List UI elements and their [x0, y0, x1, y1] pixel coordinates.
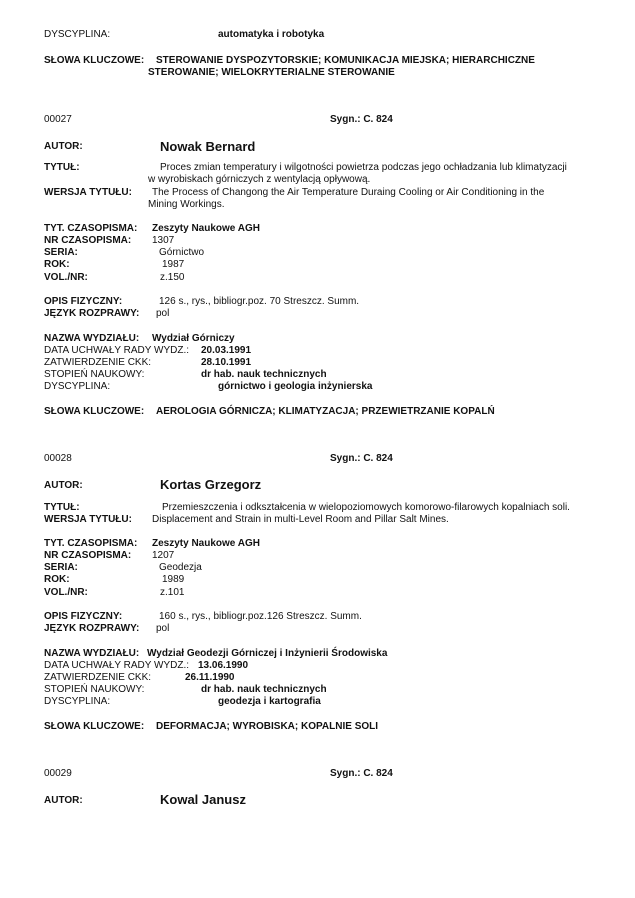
degree-label: STOPIEŃ NAUKOWY:: [44, 684, 145, 695]
journal-label: TYT. CZASOPISMA:: [44, 538, 138, 549]
record-number: 00027: [44, 114, 72, 125]
title-label: TYTUŁ:: [44, 502, 80, 513]
language-label: JĘZYK ROZPRAWY:: [44, 623, 140, 634]
keywords-label: SŁOWA KLUCZOWE:: [44, 721, 145, 732]
keywords-line-1: STEROWANIE DYSPOZYTORSKIE; KOMUNIKACJA MIEJSKA; HIERARCHICZNE: [156, 55, 535, 66]
series-label: SERIA:: [44, 247, 78, 258]
keywords-value: AEROLOGIA GÓRNICZA; KLIMATYZACJA; PRZEWIETRZANIE KOPALŃ: [156, 406, 495, 417]
physical-value: 160 s., rys., bibliogr.poz.126 Streszcz. Summ.: [159, 611, 362, 622]
council-date-label: DATA UCHWAŁY RADY WYDZ.:: [44, 345, 190, 356]
year-value: 1987: [162, 259, 185, 270]
faculty-value: Wydział Geodezji Górniczej i Inżynierii Środowiska: [147, 648, 388, 659]
ckk-date-label: ZATWIERDZENIE CKK:: [44, 357, 152, 368]
keywords-line-2: STEROWANIE; WIELOKRYTERIALNE STEROWANIE: [148, 67, 395, 78]
title-version-line-1: The Process of Changong the Air Temperature Duraing Cooling or Air Conditioning in the: [152, 187, 545, 198]
volume-label: VOL./NR:: [44, 272, 88, 283]
ckk-date-value: 26.11.1990: [185, 672, 235, 683]
title-version-line-1: Displacement and Strain in multi-Level Room and Pillar Salt Mines.: [152, 514, 449, 525]
degree-value: dr hab. nauk technicznych: [201, 684, 327, 695]
author-name: Kortas Grzegorz: [160, 477, 262, 492]
council-date-value: 20.03.1991: [201, 345, 252, 356]
volume-value: z.150: [160, 272, 185, 283]
discipline-value: górnictwo i geologia inżynierska: [218, 381, 373, 392]
discipline-value: automatyka i robotyka: [218, 29, 325, 40]
discipline-value: geodezja i kartografia: [218, 696, 321, 707]
physical-value: 126 s., rys., bibliogr.poz. 70 Streszcz. Summ.: [159, 296, 360, 307]
ckk-date-label: ZATWIERDZENIE CKK:: [44, 672, 152, 683]
title-version-label: WERSJA TYTUŁU:: [44, 514, 132, 525]
keywords-label: SŁOWA KLUCZOWE:: [44, 55, 145, 66]
physical-label: OPIS FIZYCZNY:: [44, 296, 123, 307]
language-value: pol: [156, 308, 170, 319]
year-label: ROK:: [44, 259, 70, 270]
record-signature: Sygn.: C. 824: [330, 114, 393, 125]
title-line-1: Przemieszczenia i odkształcenia w wielopoziomowych komorowo-filarowych kopalniach soli.: [162, 502, 570, 513]
title-label: TYTUŁ:: [44, 162, 80, 173]
author-name: Kowal Janusz: [160, 792, 246, 807]
discipline-label: DYSCYPLINA:: [44, 381, 111, 392]
journal-no-label: NR CZASOPISMA:: [44, 550, 132, 561]
discipline-label: DYSCYPLINA:: [44, 696, 111, 707]
record-number: 00028: [44, 453, 72, 464]
title-line-2: w wyrobiskach górniczych z wentylacją opływową.: [148, 174, 371, 185]
journal-no-value: 1207: [152, 550, 175, 561]
journal-no-label: NR CZASOPISMA:: [44, 235, 132, 246]
degree-label: STOPIEŃ NAUKOWY:: [44, 369, 145, 380]
discipline-label: DYSCYPLINA:: [44, 29, 111, 40]
author-name: Nowak Bernard: [160, 139, 256, 154]
volume-label: VOL./NR:: [44, 587, 88, 598]
keywords-value: DEFORMACJA; WYROBISKA; KOPALNIE SOLI: [156, 721, 379, 732]
volume-value: z.101: [160, 587, 185, 598]
series-value: Górnictwo: [159, 247, 205, 258]
language-value: pol: [156, 623, 170, 634]
author-label: AUTOR:: [44, 480, 83, 491]
record-number: 00029: [44, 768, 72, 779]
title-line-1: Proces zmian temperatury i wilgotności powietrza podczas jego ochładzania lub klimatyzacji: [160, 162, 567, 173]
council-date-value: 13.06.1990: [198, 660, 249, 671]
author-label: AUTOR:: [44, 795, 83, 806]
journal-value: Zeszyty Naukowe AGH: [152, 223, 260, 234]
series-value: Geodezja: [159, 562, 202, 573]
keywords-label: SŁOWA KLUCZOWE:: [44, 406, 145, 417]
journal-no-value: 1307: [152, 235, 175, 246]
title-version-label: WERSJA TYTUŁU:: [44, 187, 132, 198]
council-date-label: DATA UCHWAŁY RADY WYDZ.:: [44, 660, 190, 671]
author-label: AUTOR:: [44, 141, 83, 152]
faculty-label: NAZWA WYDZIAŁU:: [44, 648, 140, 659]
year-label: ROK:: [44, 574, 70, 585]
faculty-value: Wydział Górniczy: [152, 333, 235, 344]
year-value: 1989: [162, 574, 185, 585]
record-signature: Sygn.: C. 824: [330, 453, 393, 464]
journal-label: TYT. CZASOPISMA:: [44, 223, 138, 234]
language-label: JĘZYK ROZPRAWY:: [44, 308, 140, 319]
series-label: SERIA:: [44, 562, 78, 573]
ckk-date-value: 28.10.1991: [201, 357, 252, 368]
title-version-line-2: Mining Workings.: [148, 199, 225, 210]
record-signature: Sygn.: C. 824: [330, 768, 393, 779]
faculty-label: NAZWA WYDZIAŁU:: [44, 333, 140, 344]
degree-value: dr hab. nauk technicznych: [201, 369, 327, 380]
physical-label: OPIS FIZYCZNY:: [44, 611, 123, 622]
journal-value: Zeszyty Naukowe AGH: [152, 538, 260, 549]
